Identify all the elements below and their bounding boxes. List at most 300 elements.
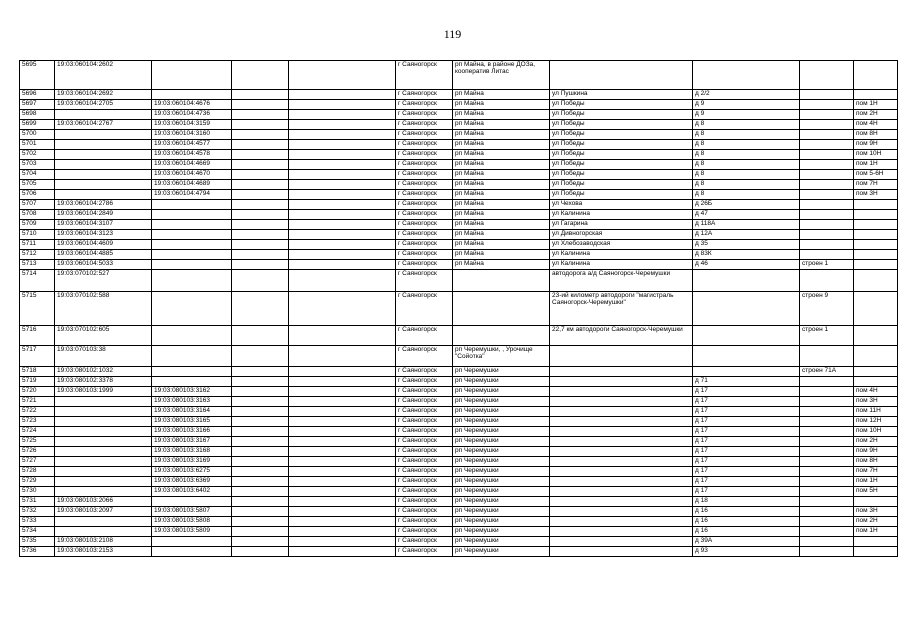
cell-col-4 bbox=[232, 292, 289, 326]
cell-sub-cadastral-number: 19:03:080103:3166 bbox=[152, 427, 232, 437]
cell-building bbox=[800, 270, 854, 292]
cell-col-5 bbox=[289, 270, 396, 292]
cell-street bbox=[550, 477, 693, 487]
cell-house: д 17 bbox=[693, 437, 800, 447]
cell-street: ул Калинина bbox=[550, 260, 693, 270]
cell-room: пом 4Н bbox=[854, 120, 898, 130]
cell-row-number: 5731 bbox=[20, 497, 55, 507]
cell-street bbox=[550, 427, 693, 437]
cell-room: пом 3Н bbox=[854, 507, 898, 517]
cell-city: г Саяногорск bbox=[396, 110, 453, 120]
table-row bbox=[20, 240, 898, 250]
cell-col-5 bbox=[289, 527, 396, 537]
cell-sub-cadastral-number bbox=[152, 260, 232, 270]
cell-sub-cadastral-number: 19:03:060104:4578 bbox=[152, 150, 232, 160]
cell-col-5 bbox=[289, 367, 396, 377]
cell-house: д 47 bbox=[693, 210, 800, 220]
cell-col-5 bbox=[289, 240, 396, 250]
cell-house: д 8 bbox=[693, 170, 800, 180]
cell-settlement: рп Черемушки bbox=[453, 387, 550, 397]
cell-col-5 bbox=[289, 397, 396, 407]
cell-street bbox=[550, 417, 693, 427]
table-row bbox=[20, 270, 898, 292]
cell-house: д 17 bbox=[693, 387, 800, 397]
cell-col-4 bbox=[232, 487, 289, 497]
cell-col-5 bbox=[289, 407, 396, 417]
cell-street bbox=[550, 457, 693, 467]
cell-settlement: рп Черемушки bbox=[453, 377, 550, 387]
table-row bbox=[20, 367, 898, 377]
cell-house: д 8 bbox=[693, 140, 800, 150]
cell-building bbox=[800, 537, 854, 547]
cell-row-number: 5711 bbox=[20, 240, 55, 250]
cell-row-number: 5716 bbox=[20, 326, 55, 346]
cell-building bbox=[800, 437, 854, 447]
cell-sub-cadastral-number bbox=[152, 346, 232, 367]
cell-building bbox=[800, 110, 854, 120]
cell-cadastral-number bbox=[55, 140, 152, 150]
cell-city: г Саяногорск bbox=[396, 292, 453, 326]
cell-city: г Саяногорск bbox=[396, 447, 453, 457]
cell-city: г Саяногорск bbox=[396, 407, 453, 417]
cell-row-number: 5735 bbox=[20, 537, 55, 547]
cell-settlement: рп Черемушки bbox=[453, 447, 550, 457]
cell-settlement: рп Майна bbox=[453, 100, 550, 110]
cell-row-number: 5714 bbox=[20, 270, 55, 292]
cell-col-4 bbox=[232, 387, 289, 397]
cell-row-number: 5698 bbox=[20, 110, 55, 120]
cell-col-4 bbox=[232, 477, 289, 487]
cell-sub-cadastral-number: 19:03:060104:4689 bbox=[152, 180, 232, 190]
cell-cadastral-number: 19:03:070102:588 bbox=[55, 292, 152, 326]
cell-room bbox=[854, 260, 898, 270]
cell-street bbox=[550, 387, 693, 397]
cell-house: д 17 bbox=[693, 447, 800, 457]
cell-cadastral-number: 19:03:060104:2705 bbox=[55, 100, 152, 110]
cell-city: г Саяногорск bbox=[396, 487, 453, 497]
cell-city: г Саяногорск bbox=[396, 270, 453, 292]
cell-street: ул Победы bbox=[550, 120, 693, 130]
cell-street: ул Чехова bbox=[550, 200, 693, 210]
cell-sub-cadastral-number: 19:03:080103:3168 bbox=[152, 447, 232, 457]
table-row bbox=[20, 220, 898, 230]
cell-cadastral-number: 19:03:060104:4885 bbox=[55, 250, 152, 260]
cell-city: г Саяногорск bbox=[396, 437, 453, 447]
cell-col-4 bbox=[232, 507, 289, 517]
cell-col-4 bbox=[232, 437, 289, 447]
cell-house: д 71 bbox=[693, 377, 800, 387]
cell-cadastral-number bbox=[55, 110, 152, 120]
cell-col-4 bbox=[232, 467, 289, 477]
cell-cadastral-number bbox=[55, 527, 152, 537]
cell-col-5 bbox=[289, 120, 396, 130]
cell-room: пом 1Н bbox=[854, 100, 898, 110]
cell-cadastral-number bbox=[55, 180, 152, 190]
cell-row-number: 5702 bbox=[20, 150, 55, 160]
cell-cadastral-number: 19:03:080103:2097 bbox=[55, 507, 152, 517]
cell-col-4 bbox=[232, 120, 289, 130]
cell-house: д 8 bbox=[693, 190, 800, 200]
cell-building bbox=[800, 427, 854, 437]
cell-house: д 9 bbox=[693, 100, 800, 110]
cell-room bbox=[854, 90, 898, 100]
cell-city: г Саяногорск bbox=[396, 100, 453, 110]
cell-city: г Саяногорск bbox=[396, 417, 453, 427]
cell-col-4 bbox=[232, 90, 289, 100]
cell-cadastral-number: 19:03:080102:1032 bbox=[55, 367, 152, 377]
cell-settlement: рп Черемушки bbox=[453, 517, 550, 527]
cell-city: г Саяногорск bbox=[396, 170, 453, 180]
cell-cadastral-number bbox=[55, 447, 152, 457]
cell-col-5 bbox=[289, 497, 396, 507]
cell-settlement: рп Черемушки bbox=[453, 537, 550, 547]
cell-col-5 bbox=[289, 210, 396, 220]
cell-city: г Саяногорск bbox=[396, 150, 453, 160]
cell-house: д 17 bbox=[693, 457, 800, 467]
cell-cadastral-number bbox=[55, 160, 152, 170]
cell-col-4 bbox=[232, 190, 289, 200]
cell-row-number: 5708 bbox=[20, 210, 55, 220]
cell-settlement bbox=[453, 326, 550, 346]
cell-sub-cadastral-number: 19:03:080103:3167 bbox=[152, 437, 232, 447]
cell-cadastral-number: 19:03:080103:2153 bbox=[55, 547, 152, 557]
cell-settlement: рп Черемушки bbox=[453, 507, 550, 517]
cell-row-number: 5734 bbox=[20, 527, 55, 537]
cell-building bbox=[800, 377, 854, 387]
cell-row-number: 5695 bbox=[20, 61, 55, 90]
table-row bbox=[20, 140, 898, 150]
cell-col-4 bbox=[232, 377, 289, 387]
cell-city: г Саяногорск bbox=[396, 180, 453, 190]
cell-street: ул Победы bbox=[550, 100, 693, 110]
cell-building bbox=[800, 130, 854, 140]
cell-settlement: рп Черемушки, , Урочище "Сойотка" bbox=[453, 346, 550, 367]
cell-city: г Саяногорск bbox=[396, 220, 453, 230]
cell-sub-cadastral-number bbox=[152, 377, 232, 387]
cell-row-number: 5724 bbox=[20, 427, 55, 437]
cell-building bbox=[800, 200, 854, 210]
cell-cadastral-number: 19:03:060104:3107 bbox=[55, 220, 152, 230]
cell-row-number: 5721 bbox=[20, 397, 55, 407]
cell-room bbox=[854, 220, 898, 230]
cell-room: пом 9Н bbox=[854, 140, 898, 150]
cell-col-5 bbox=[289, 130, 396, 140]
table-row bbox=[20, 150, 898, 160]
cell-settlement: рп Майна bbox=[453, 210, 550, 220]
register-body bbox=[20, 61, 898, 557]
cell-sub-cadastral-number: 19:03:080103:3165 bbox=[152, 417, 232, 427]
cell-cadastral-number: 19:03:070102:605 bbox=[55, 326, 152, 346]
cell-col-5 bbox=[289, 260, 396, 270]
cell-street: ул Победы bbox=[550, 110, 693, 120]
table-row bbox=[20, 537, 898, 547]
cell-cadastral-number bbox=[55, 150, 152, 160]
cell-col-4 bbox=[232, 537, 289, 547]
table-row bbox=[20, 292, 898, 326]
cell-row-number: 5736 bbox=[20, 547, 55, 557]
cell-settlement: рп Черемушки bbox=[453, 417, 550, 427]
table-row bbox=[20, 230, 898, 240]
cell-settlement: рп Майна bbox=[453, 90, 550, 100]
cell-street bbox=[550, 517, 693, 527]
cell-building bbox=[800, 180, 854, 190]
cell-house bbox=[693, 292, 800, 326]
cell-building: строен 1 bbox=[800, 326, 854, 346]
cell-row-number: 5715 bbox=[20, 292, 55, 326]
cell-house: д 35 bbox=[693, 240, 800, 250]
cell-building bbox=[800, 61, 854, 90]
cell-building bbox=[800, 487, 854, 497]
cell-cadastral-number: 19:03:080103:2108 bbox=[55, 537, 152, 547]
cell-col-4 bbox=[232, 547, 289, 557]
cell-col-5 bbox=[289, 250, 396, 260]
cell-city: г Саяногорск bbox=[396, 61, 453, 90]
cell-col-4 bbox=[232, 447, 289, 457]
cell-building bbox=[800, 507, 854, 517]
table-row bbox=[20, 200, 898, 210]
cell-col-4 bbox=[232, 497, 289, 507]
cell-room bbox=[854, 377, 898, 387]
cell-settlement: рп Майна bbox=[453, 110, 550, 120]
cell-cadastral-number: 19:03:080103:1999 bbox=[55, 387, 152, 397]
cell-row-number: 5700 bbox=[20, 130, 55, 140]
table-row bbox=[20, 547, 898, 557]
cell-cadastral-number: 19:03:060104:2602 bbox=[55, 61, 152, 90]
cell-street bbox=[550, 527, 693, 537]
table-row bbox=[20, 180, 898, 190]
cell-col-4 bbox=[232, 230, 289, 240]
cell-row-number: 5730 bbox=[20, 487, 55, 497]
cell-col-4 bbox=[232, 130, 289, 140]
cell-room: пом 1Н bbox=[854, 160, 898, 170]
table-row bbox=[20, 387, 898, 397]
cell-col-5 bbox=[289, 292, 396, 326]
cell-building bbox=[800, 527, 854, 537]
cell-building: строен 1 bbox=[800, 260, 854, 270]
cell-city: г Саяногорск bbox=[396, 240, 453, 250]
cell-street bbox=[550, 377, 693, 387]
cell-sub-cadastral-number: 19:03:060104:3159 bbox=[152, 120, 232, 130]
cell-col-4 bbox=[232, 270, 289, 292]
table-row bbox=[20, 326, 898, 346]
cell-col-5 bbox=[289, 427, 396, 437]
cell-house: д 93 bbox=[693, 547, 800, 557]
cell-room: пом 2Н bbox=[854, 437, 898, 447]
cell-city: г Саяногорск bbox=[396, 190, 453, 200]
cell-room: пом 2Н bbox=[854, 110, 898, 120]
cell-room: пом 9Н bbox=[854, 447, 898, 457]
cell-col-4 bbox=[232, 397, 289, 407]
table-row bbox=[20, 61, 898, 90]
cell-house: д 8 bbox=[693, 150, 800, 160]
cell-row-number: 5720 bbox=[20, 387, 55, 397]
cell-sub-cadastral-number bbox=[152, 90, 232, 100]
cell-city: г Саяногорск bbox=[396, 377, 453, 387]
cell-city: г Саяногорск bbox=[396, 507, 453, 517]
cell-cadastral-number: 19:03:060104:5033 bbox=[55, 260, 152, 270]
cell-room bbox=[854, 270, 898, 292]
page-number: 119 bbox=[443, 27, 462, 41]
table-row bbox=[20, 527, 898, 537]
cell-street: 23-ий километр автодороги "магистраль Саяногорск-Черемушки" bbox=[550, 292, 693, 326]
cell-col-4 bbox=[232, 240, 289, 250]
cell-cadastral-number bbox=[55, 457, 152, 467]
cell-col-4 bbox=[232, 326, 289, 346]
cell-room: пом 4Н bbox=[854, 387, 898, 397]
cell-sub-cadastral-number: 19:03:060104:4577 bbox=[152, 140, 232, 150]
cell-house: д 16 bbox=[693, 527, 800, 537]
cell-cadastral-number bbox=[55, 407, 152, 417]
cell-col-4 bbox=[232, 61, 289, 90]
cell-sub-cadastral-number: 19:03:080103:5807 bbox=[152, 507, 232, 517]
cell-settlement: рп Майна bbox=[453, 250, 550, 260]
cell-settlement: рп Черемушки bbox=[453, 437, 550, 447]
cell-room: пом 3Н bbox=[854, 190, 898, 200]
cell-room bbox=[854, 61, 898, 90]
cell-room bbox=[854, 537, 898, 547]
cell-row-number: 5713 bbox=[20, 260, 55, 270]
table-row bbox=[20, 477, 898, 487]
cell-sub-cadastral-number bbox=[152, 547, 232, 557]
cell-room bbox=[854, 250, 898, 260]
cell-sub-cadastral-number bbox=[152, 210, 232, 220]
cell-cadastral-number bbox=[55, 190, 152, 200]
cell-row-number: 5725 bbox=[20, 437, 55, 447]
table-row bbox=[20, 397, 898, 407]
cell-sub-cadastral-number bbox=[152, 537, 232, 547]
cell-building bbox=[800, 170, 854, 180]
cell-cadastral-number bbox=[55, 130, 152, 140]
cell-col-5 bbox=[289, 140, 396, 150]
cell-settlement: рп Майна bbox=[453, 140, 550, 150]
cell-cadastral-number bbox=[55, 437, 152, 447]
cell-room bbox=[854, 210, 898, 220]
cell-sub-cadastral-number: 19:03:060104:4670 bbox=[152, 170, 232, 180]
cell-col-5 bbox=[289, 387, 396, 397]
cell-city: г Саяногорск bbox=[396, 140, 453, 150]
cell-street bbox=[550, 547, 693, 557]
cell-col-4 bbox=[232, 457, 289, 467]
cell-col-4 bbox=[232, 527, 289, 537]
cell-street: ул Победы bbox=[550, 150, 693, 160]
cell-building bbox=[800, 417, 854, 427]
cell-cadastral-number bbox=[55, 170, 152, 180]
cell-sub-cadastral-number: 19:03:080103:6402 bbox=[152, 487, 232, 497]
cell-street: ул Пушкина bbox=[550, 90, 693, 100]
cell-sub-cadastral-number bbox=[152, 497, 232, 507]
cell-street bbox=[550, 397, 693, 407]
cell-cadastral-number bbox=[55, 427, 152, 437]
cell-cadastral-number: 19:03:080103:2066 bbox=[55, 497, 152, 507]
cell-city: г Саяногорск bbox=[396, 537, 453, 547]
cell-building bbox=[800, 497, 854, 507]
cell-house: д 83К bbox=[693, 250, 800, 260]
cell-room bbox=[854, 547, 898, 557]
cell-room: пом 12Н bbox=[854, 417, 898, 427]
cell-settlement: рп Черемушки bbox=[453, 397, 550, 407]
cell-house: д 17 bbox=[693, 487, 800, 497]
cell-street bbox=[550, 437, 693, 447]
cell-sub-cadastral-number: 19:03:080103:5809 bbox=[152, 527, 232, 537]
cell-house: д 9 bbox=[693, 110, 800, 120]
cell-house: д 17 bbox=[693, 417, 800, 427]
cell-col-5 bbox=[289, 150, 396, 160]
cell-col-5 bbox=[289, 200, 396, 210]
cell-building bbox=[800, 160, 854, 170]
cell-col-4 bbox=[232, 150, 289, 160]
cell-room: пом 1Н bbox=[854, 477, 898, 487]
cell-col-5 bbox=[289, 230, 396, 240]
cell-col-5 bbox=[289, 326, 396, 346]
cell-house: д 39А bbox=[693, 537, 800, 547]
cell-cadastral-number bbox=[55, 467, 152, 477]
cell-building bbox=[800, 100, 854, 110]
cell-col-4 bbox=[232, 140, 289, 150]
cell-settlement: рп Черемушки bbox=[453, 487, 550, 497]
cell-col-4 bbox=[232, 367, 289, 377]
cell-col-4 bbox=[232, 210, 289, 220]
cell-building bbox=[800, 150, 854, 160]
cell-row-number: 5728 bbox=[20, 467, 55, 477]
cell-city: г Саяногорск bbox=[396, 210, 453, 220]
cell-city: г Саяногорск bbox=[396, 427, 453, 437]
cell-house: д 17 bbox=[693, 427, 800, 437]
cell-settlement: рп Черемушки bbox=[453, 477, 550, 487]
cell-building bbox=[800, 457, 854, 467]
cell-col-5 bbox=[289, 437, 396, 447]
table-row bbox=[20, 447, 898, 457]
cell-house bbox=[693, 346, 800, 367]
cell-col-5 bbox=[289, 160, 396, 170]
cell-col-5 bbox=[289, 346, 396, 367]
cell-sub-cadastral-number bbox=[152, 250, 232, 260]
cell-row-number: 5707 bbox=[20, 200, 55, 210]
cell-cadastral-number: 19:03:060104:4609 bbox=[55, 240, 152, 250]
cell-room bbox=[854, 292, 898, 326]
cell-street: ул Победы bbox=[550, 130, 693, 140]
register-table bbox=[19, 60, 898, 557]
cell-sub-cadastral-number: 19:03:060104:3160 bbox=[152, 130, 232, 140]
cell-city: г Саяногорск bbox=[396, 517, 453, 527]
cell-house: д 17 bbox=[693, 477, 800, 487]
cell-col-5 bbox=[289, 110, 396, 120]
cell-col-4 bbox=[232, 407, 289, 417]
cell-cadastral-number bbox=[55, 397, 152, 407]
cell-house: д 16 bbox=[693, 507, 800, 517]
table-row bbox=[20, 346, 898, 367]
cell-col-5 bbox=[289, 90, 396, 100]
cell-settlement: рп Майна bbox=[453, 220, 550, 230]
cell-room: пом 5Н bbox=[854, 487, 898, 497]
cell-settlement: рп Черемушки bbox=[453, 527, 550, 537]
cell-building bbox=[800, 517, 854, 527]
table-row bbox=[20, 90, 898, 100]
cell-room: пом 11Н bbox=[854, 407, 898, 417]
cell-house: д 12А bbox=[693, 230, 800, 240]
cell-city: г Саяногорск bbox=[396, 230, 453, 240]
cell-sub-cadastral-number: 19:03:060104:4794 bbox=[152, 190, 232, 200]
cell-sub-cadastral-number: 19:03:080103:3164 bbox=[152, 407, 232, 417]
cell-row-number: 5712 bbox=[20, 250, 55, 260]
cell-city: г Саяногорск bbox=[396, 527, 453, 537]
table-row bbox=[20, 110, 898, 120]
cell-building bbox=[800, 547, 854, 557]
cell-settlement: рп Майна bbox=[453, 200, 550, 210]
cell-settlement: рп Майна bbox=[453, 230, 550, 240]
cell-row-number: 5723 bbox=[20, 417, 55, 427]
cell-col-4 bbox=[232, 200, 289, 210]
cell-street: 22,7 км автодороги Саяногорск-Черемушки bbox=[550, 326, 693, 346]
